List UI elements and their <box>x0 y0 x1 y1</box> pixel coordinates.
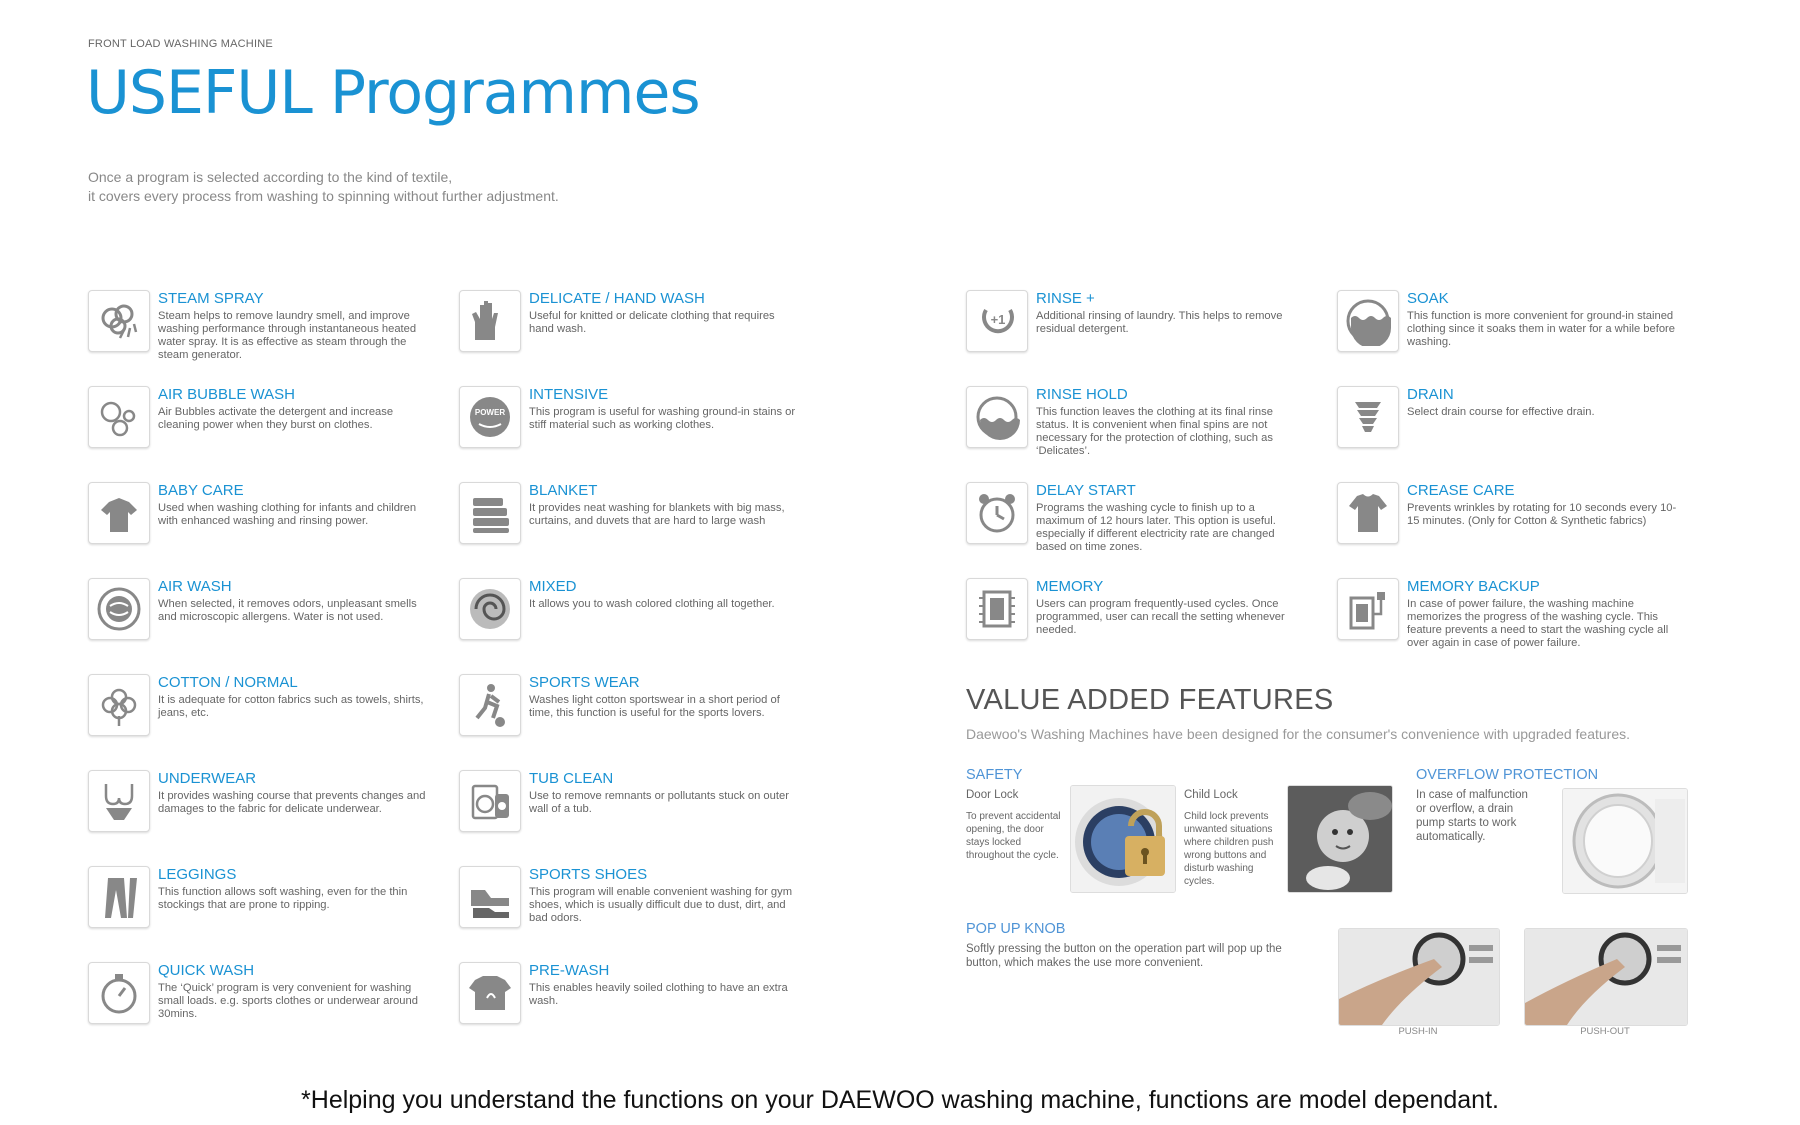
programme-soak <box>1337 290 1697 370</box>
memory-backup-icon <box>1337 578 1399 640</box>
page-title: USEFUL Programmes <box>86 58 700 128</box>
programme-description: When selected, it removes odors, unpleasant smells and microscopic allergens. Water is not used. <box>158 598 417 623</box>
programme-leggings <box>88 866 448 946</box>
programme-description: This program is useful for washing ground-in stains or stiff material such as working clothes. <box>529 406 796 431</box>
programme-description: Useful for knitted or delicate clothing that requires hand wash. <box>529 310 775 335</box>
programme-name: BLANKET <box>529 482 598 499</box>
programme-name: DELICATE / HAND WASH <box>529 290 705 307</box>
programme-name: SPORTS WEAR <box>529 674 640 691</box>
programme-description: This program will enable convenient washing for gym shoes, which is usually difficult due to dust, dirt, and bad odors. <box>529 886 793 924</box>
programme-description: Use to remove remnants or pollutants stuck on outer wall of a tub. <box>529 790 789 815</box>
rinse-hold-icon <box>966 386 1028 448</box>
rinse-plus-icon <box>966 290 1028 352</box>
programme-name: MIXED <box>529 578 577 595</box>
air-wash-icon <box>88 578 150 640</box>
programme-blanket <box>459 482 819 562</box>
drain-icon <box>1337 386 1399 448</box>
programme-name: INTENSIVE <box>529 386 609 403</box>
programme-description: Users can program frequently-used cycles. Once programmed, user can recall the setting whenever needed. <box>1036 598 1285 636</box>
programme-name: RINSE HOLD <box>1036 386 1128 403</box>
door-lock-photo <box>1070 785 1176 893</box>
child-lock-photo <box>1287 785 1393 893</box>
programme-name: QUICK WASH <box>158 962 255 979</box>
programme-name: RINSE + <box>1036 290 1095 307</box>
programme-tub-clean <box>459 770 819 850</box>
page-kicker: FRONT LOAD WASHING MACHINE <box>88 38 273 50</box>
programme-description: This function leaves the clothing at its final rinse status. It is convenient when final spins are not necessary for the protection of clothing, such as ‘Delicates’. <box>1036 406 1273 457</box>
programme-name: DELAY START <box>1036 482 1136 499</box>
programme-mixed <box>459 578 819 658</box>
alarm-clock-icon <box>966 482 1028 544</box>
programme-description: Prevents wrinkles by rotating for 10 seconds every 10-15 minutes. (Only for Cotton & Synthetic fabrics) <box>1407 502 1677 527</box>
programme-delay-start <box>966 482 1326 562</box>
programme-steam-spray <box>88 290 448 370</box>
intro-line-1: Once a program is selected according to the kind of textile, <box>88 169 453 185</box>
programme-cotton-normal <box>88 674 448 754</box>
programme-name: COTTON / NORMAL <box>158 674 298 691</box>
programme-memory <box>966 578 1326 658</box>
intro-text <box>88 168 648 206</box>
programme-sports-wear <box>459 674 819 754</box>
push-in-caption: PUSH-IN <box>1398 1026 1438 1037</box>
baby-clothes-icon <box>88 482 150 544</box>
child-lock-desc: Child lock prevents unwanted situations where children push wrong buttons and disturb washing cycles. <box>1184 811 1274 887</box>
programme-description: It provides neat washing for blankets with big mass, curtains, and duvets that are hard to large wash <box>529 502 785 527</box>
programme-name: TUB CLEAN <box>529 770 614 787</box>
shoes-icon <box>459 866 521 928</box>
value-added-subtitle: Daewoo's Washing Machines have been designed for the consumer's convenience with upgraded features. <box>966 726 1631 742</box>
bubbles-icon <box>88 386 150 448</box>
programme-pre-wash <box>459 962 819 1042</box>
programme-description: Air Bubbles activate the detergent and increase cleaning power when they burst on clothes. <box>158 406 394 431</box>
programme-baby-care <box>88 482 448 562</box>
push-out-caption: PUSH-OUT <box>1580 1026 1630 1037</box>
push-in-photo <box>1338 928 1500 1026</box>
popup-desc: Softly pressing the button on the operation part will pop up the button, which makes the use more convenient. <box>966 943 1282 969</box>
steam-icon <box>88 290 150 352</box>
programme-description: This enables heavily soiled clothing to have an extra wash. <box>529 982 788 1007</box>
programme-description: The ‘Quick’ program is very convenient for washing small loads. e.g. sports clothes or underwear around 30mins. <box>158 982 418 1020</box>
programme-description: In case of power failure, the washing machine memorizes the progress of the washing cycle. This feature prevents a need to start the washing cycle all over again in case of power failure. <box>1407 598 1669 649</box>
programme-sports-shoes <box>459 866 819 946</box>
programme-underwear <box>88 770 448 850</box>
programme-name: UNDERWEAR <box>158 770 257 787</box>
push-out-photo <box>1524 928 1688 1026</box>
svg-text:POWER: POWER <box>474 408 506 417</box>
programme-name: DRAIN <box>1407 386 1454 403</box>
programme-name: CREASE CARE <box>1407 482 1515 499</box>
programme-name: MEMORY <box>1036 578 1104 595</box>
overflow-heading: OVERFLOW PROTECTION <box>1416 767 1599 783</box>
programme-description: Washes light cotton sportswear in a short period of time, this function is useful for the sports lovers. <box>529 694 780 719</box>
programme-crease-care <box>1337 482 1697 562</box>
programme-name: PRE-WASH <box>529 962 610 979</box>
programme-name: LEGGINGS <box>158 866 237 883</box>
programme-rinse-hold <box>966 386 1326 466</box>
programme-name: STEAM SPRAY <box>158 290 264 307</box>
cotton-icon <box>88 674 150 736</box>
programme-name: MEMORY BACKUP <box>1407 578 1540 595</box>
svg-text:+1: +1 <box>990 312 1006 327</box>
programme-description: Programs the washing cycle to finish up to a maximum of 12 hours later. This option is useful. especially if different electricity rate are changed based on time zones. <box>1036 502 1276 553</box>
programme-name: AIR WASH <box>158 578 232 595</box>
programme-description: This function allows soft washing, even for the thin stockings that are prone to ripping. <box>158 886 408 911</box>
underwear-icon <box>88 770 150 832</box>
power-icon <box>459 386 521 448</box>
gloves-icon <box>459 290 521 352</box>
programme-air-wash <box>88 578 448 658</box>
overflow-photo <box>1562 788 1688 894</box>
overflow-desc: In case of malfunction or overflow, a drain pump starts to work automatically. <box>1416 789 1528 843</box>
soccer-icon <box>459 674 521 736</box>
programme-description: Select drain course for effective drain. <box>1407 406 1595 418</box>
tub-clean-icon <box>459 770 521 832</box>
programme-air-bubble-wash <box>88 386 448 466</box>
value-added-title: VALUE ADDED FEATURES <box>966 684 1334 716</box>
programme-quick-wash <box>88 962 448 1042</box>
door-lock-desc: To prevent accidental opening, the door stays locked throughout the cycle. <box>966 811 1061 861</box>
programme-description: It provides washing course that prevents changes and damages to the fabric for delicate underwear. <box>158 790 426 815</box>
tshirt-icon <box>1337 482 1399 544</box>
programme-description: It allows you to wash colored clothing all together. <box>529 598 775 610</box>
leggings-icon <box>88 866 150 928</box>
programme-memory-backup <box>1337 578 1697 658</box>
programme-description: This function is more convenient for ground-in stained clothing since it soaks them in water for a while before washing. <box>1407 310 1676 348</box>
programme-description: It is adequate for cotton fabrics such as towels, shirts, jeans, etc. <box>158 694 424 719</box>
programme-description: Additional rinsing of laundry. This helps to remove residual detergent. <box>1036 310 1283 335</box>
programme-description: Steam helps to remove laundry smell, and improve washing performance through instantaneous heated water spray. It is as effective as steam through the steam generator. <box>158 310 417 361</box>
soak-icon <box>1337 290 1399 352</box>
programme-drain <box>1337 386 1697 466</box>
programme-name: SOAK <box>1407 290 1449 307</box>
programme-delicate-hand-wash <box>459 290 819 370</box>
programme-rinse <box>966 290 1326 370</box>
programme-description: Used when washing clothing for infants and children with enhanced washing and rinsing power. <box>158 502 417 527</box>
programme-name: SPORTS SHOES <box>529 866 648 883</box>
popup-heading: POP UP KNOB <box>966 921 1066 937</box>
programme-name: BABY CARE <box>158 482 244 499</box>
programme-name: AIR BUBBLE WASH <box>158 386 295 403</box>
pre-wash-icon <box>459 962 521 1024</box>
stopwatch-icon <box>88 962 150 1024</box>
intro-line-2: it covers every process from washing to spinning without further adjustment. <box>88 188 559 204</box>
swirl-icon <box>459 578 521 640</box>
programme-intensive <box>459 386 819 466</box>
blanket-icon <box>459 482 521 544</box>
memory-chip-icon <box>966 578 1028 640</box>
safety-heading: SAFETY <box>966 767 1023 783</box>
child-lock-label: Child Lock <box>1184 789 1238 801</box>
footnote: *Helping you understand the functions on your DAEWOO washing machine, functions are model dependant. <box>301 1086 1499 1114</box>
door-lock-label: Door Lock <box>966 789 1019 801</box>
